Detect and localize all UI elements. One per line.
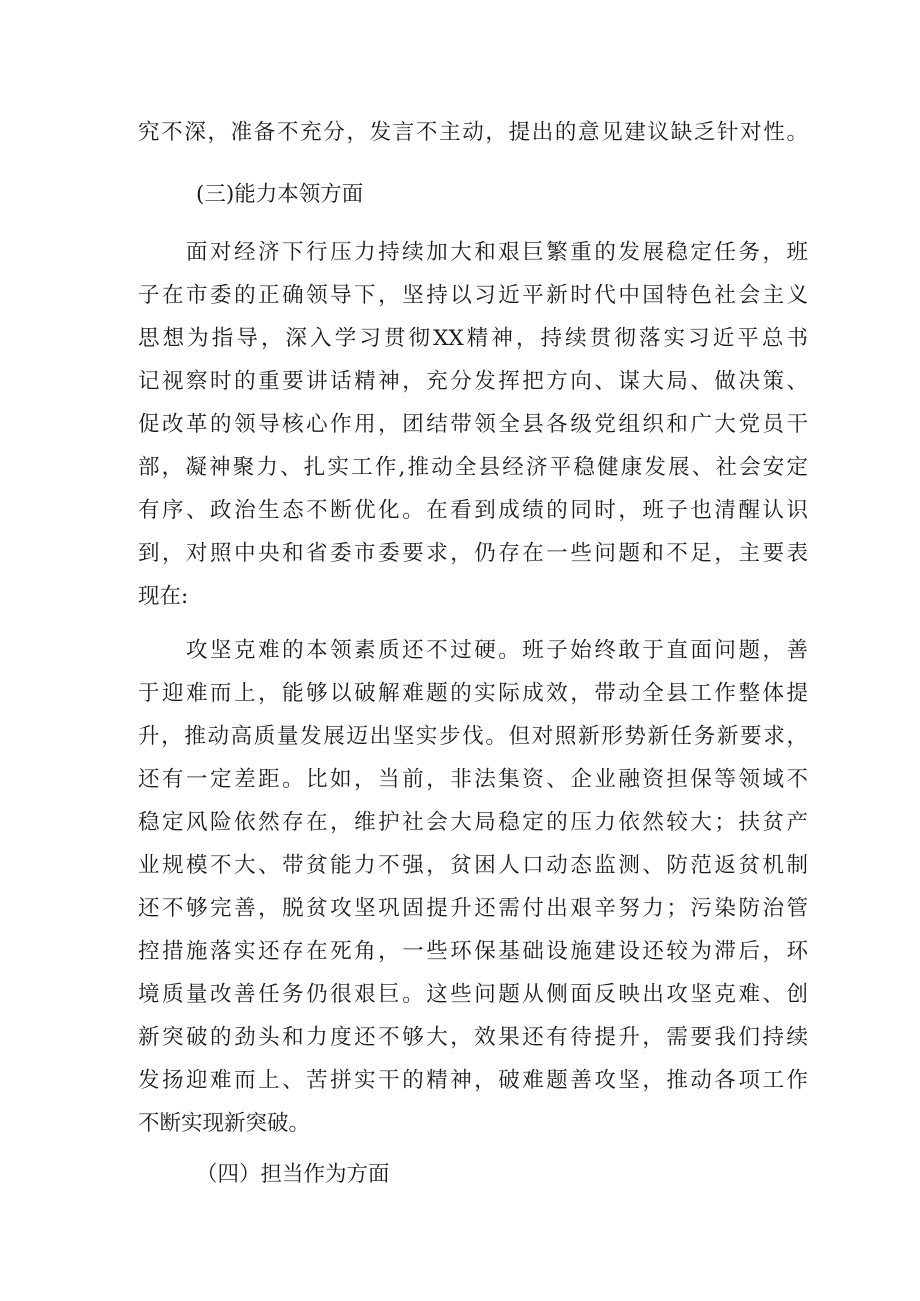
paragraph-line: 发扬迎难而上、苦拼实干的精神，破难题善攻坚，推动各项工作 [138, 1068, 808, 1093]
paragraph-line: 记视察时的重要讲话精神，充分发挥把方向、谋大局、做决策、 [138, 369, 808, 394]
paragraph-line: 现在: [138, 584, 189, 609]
paragraph-line: 到，对照中央和省委市委要求，仍存在一些问题和不足，主要表 [138, 541, 808, 566]
paragraph-line: 促改革的领导核心作用，团结带领全县各级党组织和广大党员干 [138, 412, 808, 437]
paragraph-line: 子在市委的正确领导下，坚持以习近平新时代中国特色社会主义 [138, 283, 808, 308]
paragraph-line: 稳定风险依然存在，维护社会大局稳定的压力依然较大；扶贫产 [138, 810, 808, 835]
paragraph-line: 思想为指导，深入学习贯彻XX精神，持续贯彻落实习近平总书 [138, 326, 808, 351]
paragraph-line: 有序、政治生态不断优化。在看到成绩的同时，班子也清醒认识 [138, 498, 808, 523]
paragraph-line: 面对经济下行压力持续加大和艰巨繁重的发展稳定任务，班 [186, 240, 808, 265]
paragraph-line: 业规模不大、带贫能力不强，贫困人口动态监测、防范返贫机制 [138, 853, 808, 878]
section-3-heading: (三)能力本领方面 [196, 182, 364, 207]
section-4-heading: （四）担当作为方面 [196, 1162, 390, 1187]
paragraph-line: 新突破的劲头和力度还不够大，效果还有待提升，需要我们持续 [138, 1025, 808, 1050]
paragraph-line: 于迎难而上，能够以破解难题的实际成效，带动全县工作整体提 [138, 681, 808, 706]
paragraph-line: 控措施落实还存在死角，一些环保基础设施建设还较为滞后，环 [138, 939, 808, 964]
intro-line: 究不深，准备不充分，发言不主动，提出的意见建议缺乏针对性。 [138, 120, 808, 145]
paragraph-line: 还不够完善，脱贫攻坚巩固提升还需付出艰辛努力；污染防治管 [138, 896, 808, 921]
paragraph-line: 部，凝神聚力、扎实工作,推动全县经济平稳健康发展、社会安定 [138, 455, 808, 480]
paragraph-line: 攻坚克难的本领素质还不过硬。班子始终敢于直面问题，善 [186, 638, 808, 663]
paragraph-line: 不断实现新突破。 [138, 1111, 311, 1136]
paragraph-line: 境质量改善任务仍很艰巨。这些问题从侧面反映出攻坚克难、创 [138, 982, 808, 1007]
paragraph-line: 还有一定差距。比如，当前，非法集资、企业融资担保等领域不 [138, 767, 808, 792]
paragraph-line: 升，推动高质量发展迈出坚实步伐。但对照新形势新任务新要求， [138, 724, 808, 749]
